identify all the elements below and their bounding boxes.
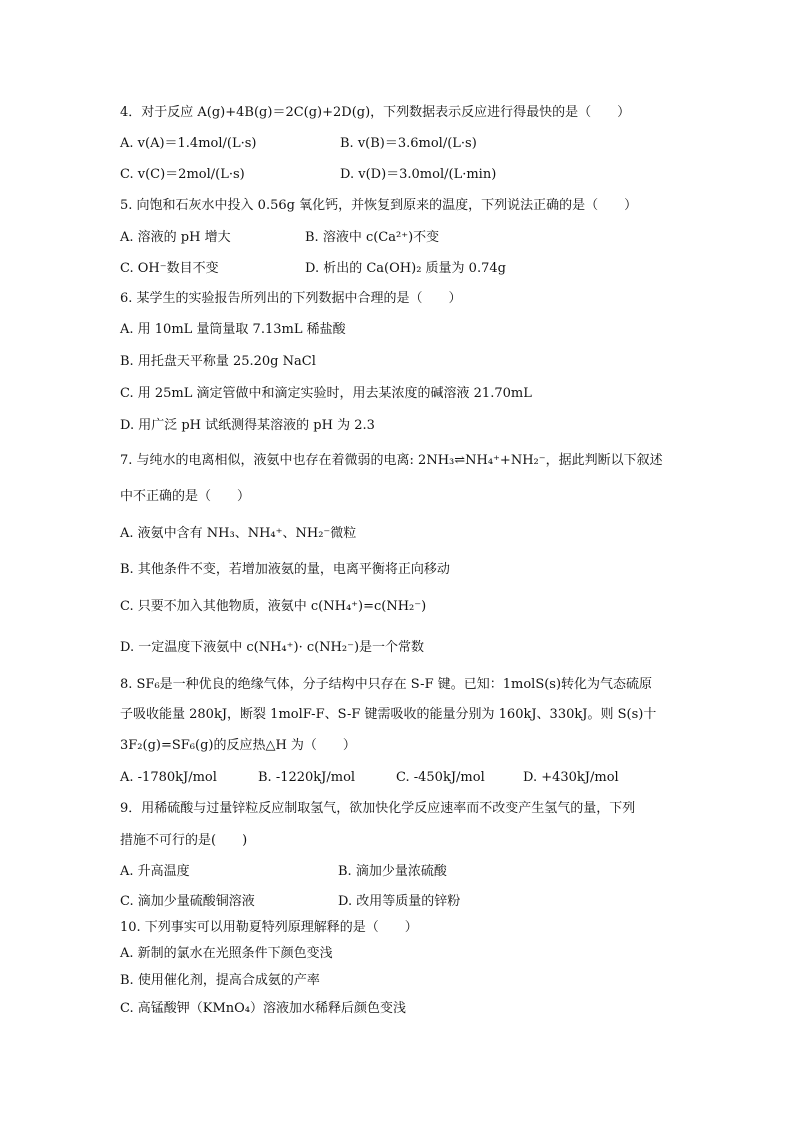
question-6-option-d: D. 用广泛 pH 试纸测得某溶液的 pH 为 2.3 bbox=[120, 418, 375, 433]
question-5-option-c: C. OH⁻数目不变 bbox=[120, 261, 219, 276]
question-5-option-b: B. 溶液中 c(Ca²⁺)不变 bbox=[305, 230, 440, 245]
question-7-stem-line-1: 7. 与纯水的电离相似，液氨中也存在着微弱的电离: 2NH₃⇌NH₄⁺+NH₂⁻，据此判断以下叙述 bbox=[120, 453, 663, 468]
question-4-option-b: B. v(B)＝3.6mol/(L·s) bbox=[340, 136, 477, 151]
question-7-option-d: D. 一定温度下液氨中 c(NH₄⁺)· c(NH₂⁻)是一个常数 bbox=[120, 640, 425, 655]
question-8-stem-line-2: 子吸收能量 280kJ，断裂 1molF-F、S-F 键需吸收的能量分别为 160kJ、330kJ。则 S(s)十 bbox=[120, 707, 657, 722]
question-10-option-b: B. 使用催化剂，提高合成氨的产率 bbox=[120, 973, 320, 988]
question-5-option-d: D. 析出的 Ca(OH)₂ 质量为 0.74g bbox=[305, 261, 506, 276]
question-7-stem-line-2: 中不正确的是（ ） bbox=[120, 489, 251, 504]
question-4-stem: 4．对于反应 A(g)+4B(g)＝2C(g)+2D(g)，下列数据表示反应进行得最快的是（ ） bbox=[120, 105, 631, 120]
question-8-option-c: C. -450kJ/mol bbox=[396, 770, 485, 785]
question-4-option-c: C. v(C)＝2mol/(L·s) bbox=[120, 167, 245, 182]
question-6-option-b: B. 用托盘天平称量 25.20g NaCl bbox=[120, 354, 316, 369]
question-5-option-a: A. 溶液的 pH 增大 bbox=[120, 230, 231, 245]
question-10-option-a: A. 新制的氯水在光照条件下颜色变浅 bbox=[120, 946, 333, 961]
question-7-option-b: B. 其他条件不变，若增加液氨的量，电离平衡将正向移动 bbox=[120, 562, 450, 577]
question-9-stem-line-1: 9．用稀硫酸与过量锌粒反应制取氢气，欲加快化学反应速率而不改变产生氢气的量，下列 bbox=[120, 801, 636, 816]
question-9-option-c: C. 滴加少量硫酸铜溶液 bbox=[120, 894, 255, 909]
question-9-option-d: D. 改用等质量的锌粉 bbox=[338, 894, 461, 909]
question-4-option-a: A. v(A)＝1.4mol/(L·s) bbox=[120, 136, 257, 151]
question-8-option-a: A. -1780kJ/mol bbox=[120, 770, 217, 785]
question-10-stem: 10. 下列事实可以用勒夏特列原理解释的是（ ） bbox=[120, 920, 418, 935]
question-6-stem: 6. 某学生的实验报告所列出的下列数据中合理的是（ ） bbox=[120, 291, 462, 306]
question-9-stem-line-2: 措施不可行的是( ) bbox=[120, 833, 248, 848]
question-6-option-a: A. 用 10mL 量筒量取 7.13mL 稀盐酸 bbox=[120, 322, 346, 337]
question-8-stem-line-1: 8. SF₆是一种优良的绝缘气体，分子结构中只存在 S-F 键。已知：1molS(s)转化为气态硫原 bbox=[120, 677, 653, 692]
question-9-option-b: B. 滴加少量浓硫酸 bbox=[338, 864, 447, 879]
question-8-option-d: D. +430kJ/mol bbox=[523, 770, 619, 785]
question-6-option-c: C. 用 25mL 滴定管做中和滴定实验时，用去某浓度的碱溶液 21.70mL bbox=[120, 386, 532, 401]
question-7-option-a: A. 液氨中含有 NH₃、NH₄⁺、NH₂⁻微粒 bbox=[120, 526, 357, 541]
question-4-option-d: D. v(D)＝3.0mol/(L·min) bbox=[340, 167, 497, 182]
question-8-option-b: B. -1220kJ/mol bbox=[258, 770, 356, 785]
question-8-stem-line-3: 3F₂(g)=SF₆(g)的反应热△H 为（ ） bbox=[120, 738, 356, 753]
question-7-option-c: C. 只要不加入其他物质，液氨中 c(NH₄⁺)=c(NH₂⁻) bbox=[120, 599, 427, 614]
question-10-option-c: C. 高锰酸钾（KMnO₄）溶液加水稀释后颜色变浅 bbox=[120, 1001, 407, 1016]
question-5-stem: 5. 向饱和石灰水中投入 0.56g 氧化钙，并恢复到原来的温度，下列说法正确的是（ ） bbox=[120, 198, 638, 213]
question-9-option-a: A. 升高温度 bbox=[120, 864, 190, 879]
